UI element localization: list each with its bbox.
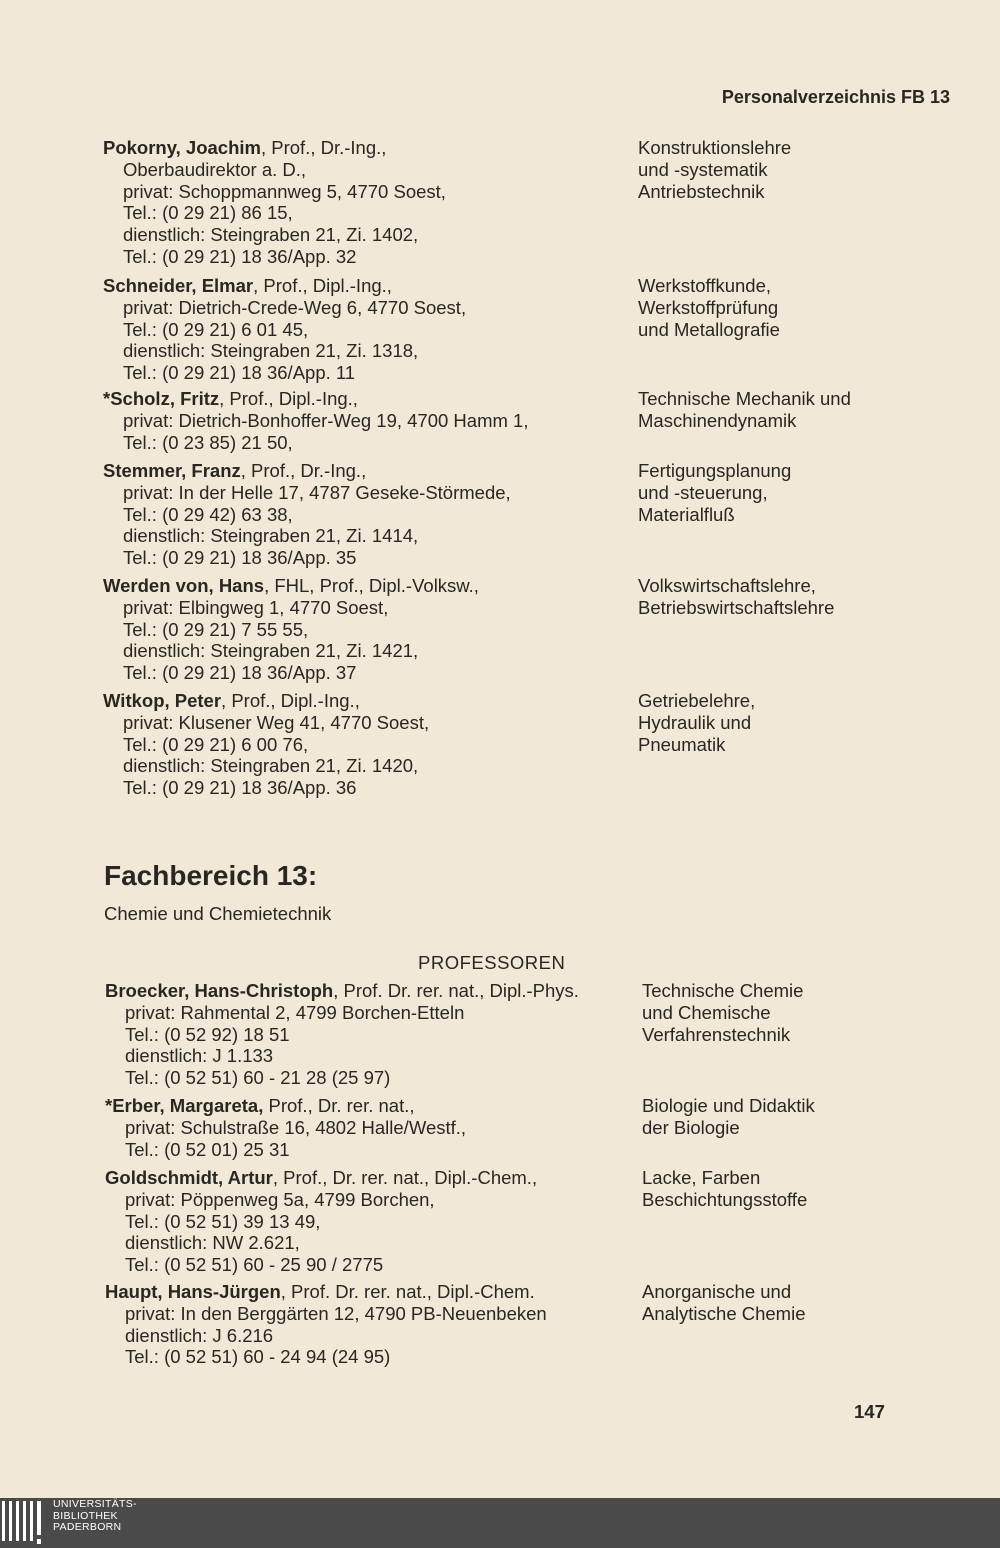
detail-line: dienstlich: Steingraben 21, Zi. 1414, [123, 525, 419, 547]
detail-line: Tel.: (0 52 51) 60 - 21 28 (25 97) [125, 1067, 391, 1089]
detail-line: privat: In den Berggärten 12, 4790 PB-Neuenbeken [125, 1302, 547, 1324]
person-title: Prof., Dr. rer. nat., [263, 1095, 415, 1116]
library-name: UNIVERSITÄTS- BIBLIOTHEK PADERBORN [53, 1498, 137, 1533]
detail-line: Tel.: (0 29 21) 18 36/App. 32 [123, 245, 357, 267]
detail-line: Tel.: (0 29 21) 18 36/App. 11 [123, 362, 356, 384]
detail-line: privat: Klusener Weg 41, 4770 Soest, [123, 711, 430, 733]
detail-line: Tel.: (0 52 51) 60 - 25 90 / 2775 [125, 1254, 384, 1276]
subject-area: Lacke, Farben Beschichtungsstoffe [642, 1167, 808, 1210]
detail-line: Oberbaudirektor a. D., [123, 158, 307, 180]
detail-line: privat: Schulstraße 16, 4802 Halle/Westf., [125, 1116, 467, 1138]
person-title: , FHL, Prof., Dipl.-Volksw., [264, 575, 479, 596]
person-details [105, 1167, 625, 1276]
person-details [103, 460, 623, 569]
person-name: Haupt, Hans-Jürgen [105, 1281, 281, 1302]
subject-area: Volkswirtschaftslehre, Betriebswirtschaftslehre [638, 575, 835, 618]
person-title: , Prof., Dr.-Ing., [240, 460, 367, 481]
page-number: 147 [854, 1401, 885, 1422]
library-footer [0, 1498, 1000, 1548]
person-title: , Prof., Dipl.-Ing., [221, 690, 360, 711]
person-name: Stemmer, Franz [103, 460, 241, 481]
person-name: Goldschmidt, Artur [105, 1167, 273, 1188]
subject-area: Technische Chemie und Chemische Verfahrenstechnik [642, 980, 804, 1045]
detail-line: Tel.: (0 29 21) 6 01 45, [123, 318, 309, 340]
person-details [103, 388, 623, 453]
detail-line: dienstlich: Steingraben 21, Zi. 1402, [123, 224, 419, 246]
subject-area: Konstruktionslehre und -systematik Antriebstechnik [638, 137, 792, 202]
running-head: Personalverzeichnis FB 13 [721, 87, 950, 107]
detail-line: dienstlich: J 1.133 [125, 1045, 274, 1067]
person-name: Pokorny, Joachim [103, 137, 261, 158]
detail-line: Tel.: (0 52 51) 39 13 49, [125, 1210, 321, 1232]
detail-line: Tel.: (0 23 85) 21 50, [123, 431, 293, 453]
detail-line: privat: Pöppenweg 5a, 4799 Borchen, [125, 1188, 435, 1210]
person-details [105, 980, 625, 1089]
detail-line: dienstlich: J 6.216 [125, 1324, 274, 1346]
library-logo-icon [0, 1498, 50, 1548]
subject-area: Biologie und Didaktik der Biologie [642, 1095, 815, 1138]
detail-line: privat: Schoppmannweg 5, 4770 Soest, [123, 180, 446, 202]
subject-area: Werkstoffkunde, Werkstoffprüfung und Metallografie [638, 275, 780, 340]
person-name: Witkop, Peter [103, 690, 222, 711]
detail-line: Tel.: (0 29 21) 18 36/App. 35 [123, 547, 357, 569]
person-details [105, 1281, 625, 1368]
subject-area: Getriebelehre, Hydraulik und Pneumatik [638, 690, 756, 755]
person-details [103, 575, 623, 684]
person-name: Werden von, Hans [103, 575, 265, 596]
detail-line: Tel.: (0 29 21) 18 36/App. 37 [123, 662, 357, 684]
detail-line: Tel.: (0 29 21) 86 15, [123, 202, 293, 224]
person-title: , Prof., Dipl.-Ing., [253, 275, 392, 296]
detail-line: dienstlich: Steingraben 21, Zi. 1318, [123, 340, 419, 362]
subject-area: Fertigungsplanung und -steuerung, Materialfluß [638, 460, 792, 525]
person-title: , Prof., Dipl.-Ing., [219, 388, 358, 409]
person-details [103, 137, 623, 268]
detail-line: dienstlich: Steingraben 21, Zi. 1421, [123, 640, 419, 662]
detail-line: dienstlich: Steingraben 21, Zi. 1420, [123, 755, 419, 777]
detail-line: Tel.: (0 29 21) 7 55 55, [123, 618, 309, 640]
detail-line: Tel.: (0 52 51) 60 - 24 94 (24 95) [125, 1346, 391, 1368]
group-heading: PROFESSOREN [418, 952, 566, 973]
person-title: , Prof. Dr. rer. nat., Dipl.-Phys. [333, 980, 579, 1001]
person-name: Broecker, Hans-Christoph [105, 980, 334, 1001]
person-details [103, 275, 623, 384]
detail-line: Tel.: (0 29 21) 18 36/App. 36 [123, 777, 357, 799]
section-subtitle: Chemie und Chemietechnik [104, 903, 332, 924]
detail-line: Tel.: (0 52 92) 18 51 [125, 1023, 290, 1045]
section-title: Fachbereich 13: [104, 860, 318, 891]
detail-line: privat: In der Helle 17, 4787 Geseke-Störmede, [123, 481, 511, 503]
person-name: *Erber, Margareta, [105, 1095, 264, 1116]
subject-area: Anorganische und Analytische Chemie [642, 1281, 806, 1324]
person-name: Schneider, Elmar [103, 275, 254, 296]
person-name: *Scholz, Fritz [103, 388, 220, 409]
detail-line: Tel.: (0 52 01) 25 31 [125, 1138, 290, 1160]
detail-line: privat: Elbingweg 1, 4770 Soest, [123, 596, 389, 618]
person-title: , Prof., Dr. rer. nat., Dipl.-Chem., [272, 1167, 538, 1188]
subject-area: Technische Mechanik und Maschinendynamik [638, 388, 851, 431]
detail-line: privat: Dietrich-Bonhoffer-Weg 19, 4700 Hamm 1, [123, 409, 529, 431]
person-details [105, 1095, 625, 1160]
person-details [103, 690, 623, 799]
detail-line: privat: Dietrich-Crede-Weg 6, 4770 Soest, [123, 296, 467, 318]
detail-line: Tel.: (0 29 21) 6 00 76, [123, 733, 309, 755]
detail-line: privat: Rahmental 2, 4799 Borchen-Etteln [125, 1001, 465, 1023]
detail-line: Tel.: (0 29 42) 63 38, [123, 503, 293, 525]
person-title: , Prof., Dr.-Ing., [260, 137, 387, 158]
person-title: , Prof. Dr. rer. nat., Dipl.-Chem. [280, 1281, 535, 1302]
detail-line: dienstlich: NW 2.621, [125, 1232, 300, 1254]
